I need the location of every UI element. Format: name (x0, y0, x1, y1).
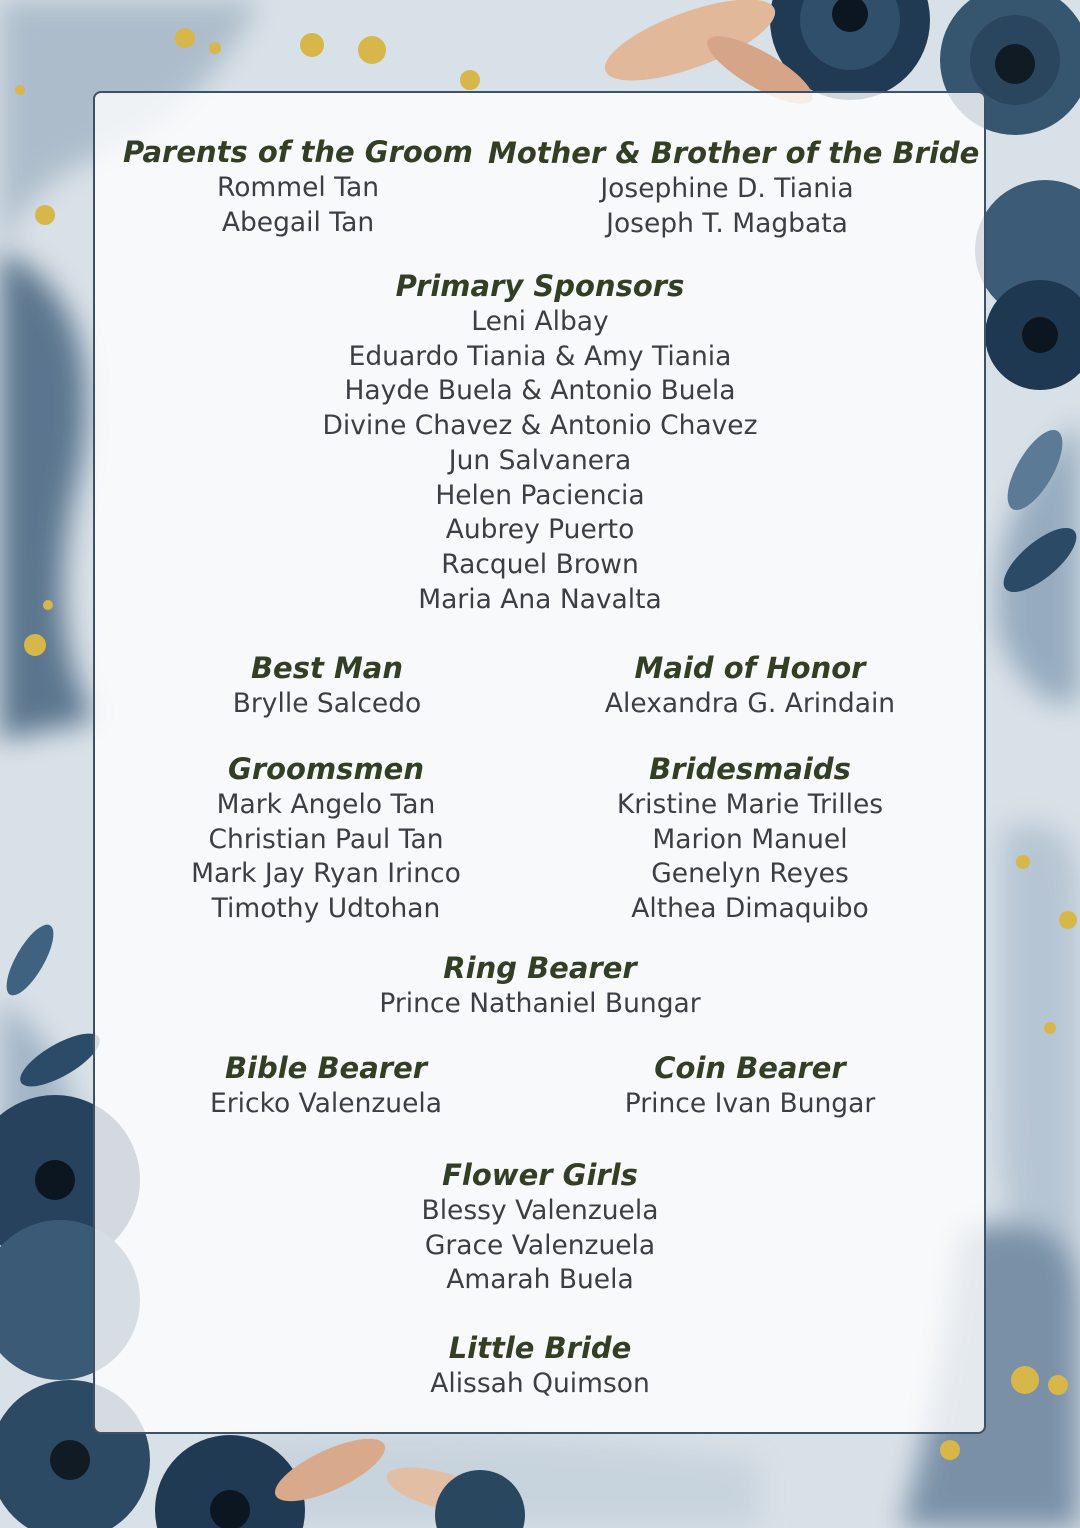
flower-girls-section (340, 1156, 740, 1298)
name-item: Timothy Udtohan (211, 893, 441, 925)
section-heading: Bridesmaids (649, 752, 851, 786)
name-item: Brylle Salcedo (232, 688, 422, 719)
name-item: Joseph T. Magbata (606, 207, 848, 239)
bridesmaids-section (570, 750, 930, 927)
mother-brother-of-bride-section (488, 134, 980, 241)
name-list (240, 305, 840, 617)
name-list (340, 1367, 740, 1402)
name-item: Helen Paciencia (435, 479, 645, 511)
name-item: Racquel Brown (441, 548, 639, 580)
name-item: Blessy Valenzuela (421, 1195, 659, 1226)
section-heading: Flower Girls (442, 1158, 638, 1192)
name-item: Mark Angelo Tan (216, 789, 436, 820)
name-item: Eduardo Tiania & Amy Tiania (348, 340, 732, 372)
name-list (120, 171, 476, 240)
name-list (488, 172, 966, 241)
groomsmen-section (146, 750, 506, 927)
section-heading: Primary Sponsors (395, 269, 685, 303)
section-heading: Little Bride (448, 1331, 632, 1365)
name-list (570, 788, 930, 927)
name-item: Genelyn Reyes (651, 858, 849, 890)
name-item: Alexandra G. Arindain (604, 688, 896, 719)
name-list (340, 1194, 740, 1298)
maid-of-honor-section (560, 649, 940, 722)
parents-of-groom-section (120, 133, 476, 240)
name-item: Mark Jay Ryan Irinco (191, 858, 461, 890)
name-item: Aubrey Puerto (445, 514, 635, 546)
coin-bearer-section (570, 1049, 930, 1122)
name-list (560, 687, 940, 722)
name-item: Abegail Tan (221, 206, 375, 238)
bible-bearer-section (146, 1049, 506, 1122)
section-heading: Mother & Brother of the Bride (488, 136, 980, 170)
name-item: Althea Dimaquibo (631, 893, 869, 925)
section-heading: Groomsmen (228, 752, 424, 786)
section-heading: Maid of Honor (634, 651, 866, 685)
name-item: Divine Chavez & Antonio Chavez (322, 410, 758, 442)
name-item: Leni Albay (471, 306, 609, 337)
section-heading: Bible Bearer (224, 1051, 428, 1085)
name-list (157, 687, 497, 722)
name-item: Kristine Marie Trilles (616, 789, 884, 820)
name-item: Maria Ana Navalta (418, 583, 662, 615)
ring-bearer-section (320, 949, 760, 1022)
section-heading: Coin Bearer (654, 1051, 846, 1085)
name-item: Jun Salvanera (448, 444, 632, 476)
name-item: Rommel Tan (217, 172, 379, 203)
name-item: Hayde Buela & Antonio Buela (344, 375, 736, 407)
name-list (146, 1087, 506, 1122)
name-item: Christian Paul Tan (208, 823, 444, 855)
section-heading: Ring Bearer (443, 951, 637, 985)
name-item: Ericko Valenzuela (210, 1088, 442, 1119)
name-item: Grace Valenzuela (424, 1229, 656, 1261)
name-list (320, 987, 760, 1022)
section-heading: Best Man (250, 651, 404, 685)
name-item: Alissah Quimson (430, 1368, 650, 1399)
name-item: Prince Ivan Bungar (624, 1088, 876, 1119)
name-item: Josephine D. Tiania (600, 173, 854, 204)
name-list (570, 1087, 930, 1122)
section-heading: Parents of the Groom (123, 135, 473, 169)
name-item: Marion Manuel (652, 823, 848, 855)
name-list (146, 788, 506, 927)
primary-sponsors-section (240, 267, 840, 617)
little-bride-section (340, 1329, 740, 1402)
name-item: Prince Nathaniel Bungar (379, 988, 701, 1019)
best-man-section (157, 649, 497, 722)
name-item: Amarah Buela (446, 1264, 634, 1296)
